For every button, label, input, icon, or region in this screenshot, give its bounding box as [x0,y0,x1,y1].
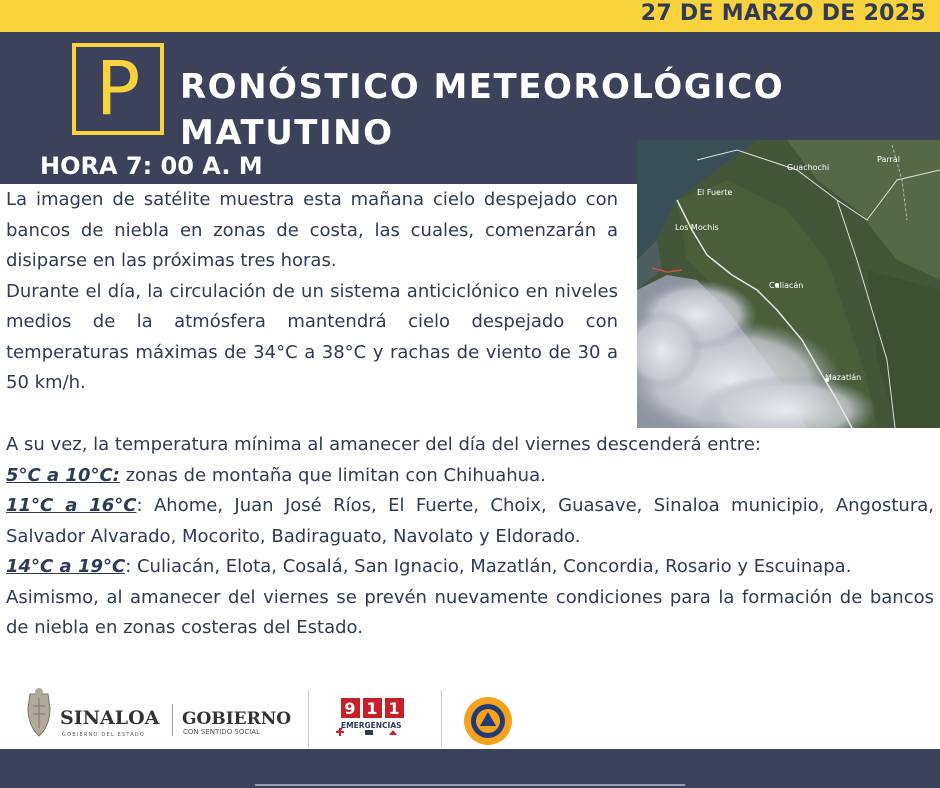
logo-divider [441,690,442,748]
map-label-guachochi: Guachochi [787,163,830,172]
range-item [6,491,934,552]
top-date-bar [0,0,940,32]
range-text: : Ahome, Juan José Ríos, El Fuerte, Choix, Guasave, Sinaloa municipio, Angostura, Salvador Alvarado, Mocorito, Badiraguato, Navolato y Eldorado. [6,495,934,547]
title-initial: P [95,46,141,132]
range-item [6,552,934,583]
date-label: 27 DE MARZO DE 2025 [640,1,926,26]
range-label: 5°C a 10°C: [6,464,120,486]
satellite-map [637,140,940,428]
map-label-culiacan: Culiacán [769,281,804,290]
emergencias-digit: 9 [344,699,356,718]
gobierno-logo-subtext: CON SENTIDO SOCIAL [183,728,261,736]
map-label-parral: Parral [877,155,900,164]
footer-line [255,784,685,786]
map-label-el-fuerte: El Fuerte [697,188,733,197]
paragraph-satellite: La imagen de satélite muestra esta mañana cielo despejado con bancos de niebla en zonas de costa, las cuales, comenzarán a disiparse en las próximas tres horas. [6,189,618,271]
footer-band [0,749,940,788]
paragraph-min-temp: A su vez, la temperatura mínima al amanecer del día del viernes descenderá entre: [6,434,761,455]
forecast-text-full [6,430,934,644]
paragraph-fog: Asimismo, al amanecer del viernes se prevén nuevamente condiciones para la formación de bancos de niebla en zonas costeras del Estado. [6,586,934,638]
satellite-image [637,140,940,428]
forecast-text-left [6,185,618,399]
sinaloa-logo-subtext: GOBIERNO DEL ESTADO [62,732,146,738]
gobierno-logo-text: GOBIERNO [182,709,292,729]
emergencias-label: EMERGENCIAS [341,721,402,730]
range-text: zonas de montaña que limitan con Chihuahua. [119,464,546,486]
range-label: 14°C a 19°C [6,556,126,577]
range-label: 11°C a 16°C [6,495,137,516]
range-item [6,461,934,492]
paragraph-daytime: Durante el día, la circulación de un sistema anticiclónico en niveles medios de la atmósfera mantendrá cielo despejado con temperaturas máximas de 34°C a 38°C y rachas de viento de 30 a 50 km/h. [6,280,618,393]
logo-strip-graphics [0,684,940,746]
logo-divider [308,690,309,748]
title-initial-box [72,43,164,135]
emergencias-digit: 1 [388,699,400,718]
sinaloa-logo-text: SINALOA [60,707,160,729]
page-title-line1: RONÓSTICO METEOROLÓGICO [180,67,785,107]
logo-strip [0,684,940,746]
map-label-los-mochis: Los Mochis [675,223,719,232]
emergencias-digit: 1 [366,699,378,718]
sinaloa-shield-icon [28,688,50,736]
range-text: : Culiacán, Elota, Cosalá, San Ignacio, Mazatlán, Concordia, Rosario y Escuinapa. [125,556,852,577]
proteccion-civil-icon [464,697,512,745]
time-label: HORA 7: 00 A. M [40,152,263,180]
page-title-line2: MATUTINO [180,113,394,153]
map-label-mazatlan: Mazatlán [825,373,862,382]
